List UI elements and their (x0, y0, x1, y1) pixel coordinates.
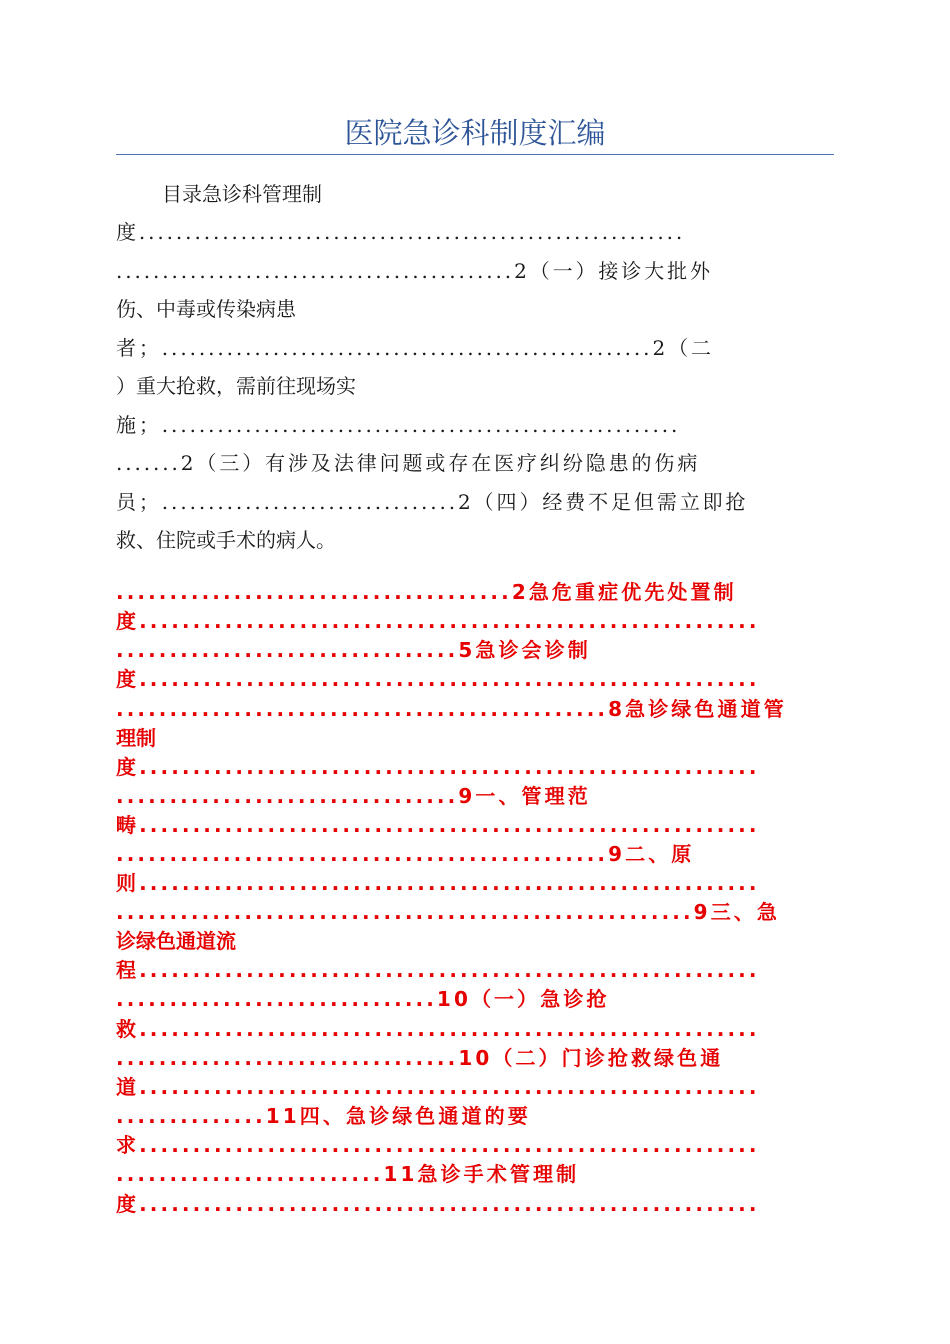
toc-entry-red[interactable]: 畴.......................................................... (116, 813, 760, 837)
toc-line: 者；.....................................................2（二 (116, 336, 714, 360)
toc-line: ...........................................2（一）接诊大批外 (116, 259, 713, 283)
toc-entry-red[interactable]: 求.......................................................... (116, 1133, 760, 1157)
toc-line: 施；........................................................ (116, 413, 681, 437)
toc-entry-red[interactable]: .....................................2急危重症优先处置制 (116, 580, 737, 604)
toc-entry-red[interactable]: 理制 (116, 726, 156, 750)
toc-entry-red[interactable]: ..............11四、急诊绿色通道的要 (116, 1104, 531, 1128)
title-underline (116, 154, 834, 155)
toc-entry-red[interactable]: ..............................10（一）急诊抢 (116, 987, 610, 1011)
toc-line: 目录急诊科管理制 (162, 182, 322, 206)
toc-entry-red[interactable]: ......................................................9三、急 (116, 900, 780, 924)
toc-entry-red[interactable]: 度.......................................................... (116, 609, 760, 633)
toc-entry-red[interactable]: ................................5急诊会诊制 (116, 638, 591, 662)
toc-line: 员；................................2（四）经费不足但需立即抢 (116, 490, 749, 514)
toc-entry-red[interactable]: 诊绿色通道流 (116, 929, 236, 953)
toc-entry-red[interactable]: ..............................................8急诊绿色通道管 (116, 697, 787, 721)
toc-line: 救、住院或手术的病人。 (116, 528, 336, 552)
toc-entry-red[interactable]: ..............................................9二、原 (116, 842, 695, 866)
toc-entry-red[interactable]: 度.......................................................... (116, 1192, 760, 1216)
toc-line: 伤、中毒或传染病患 (116, 297, 296, 321)
toc-line: ）重大抢救，需前往现场实 (116, 374, 356, 398)
toc-entry-red[interactable]: 度.......................................................... (116, 667, 760, 691)
toc-entry-red[interactable]: ................................9一、管理范 (116, 784, 591, 808)
toc-line: .......2（三）有涉及法律问题或存在医疗纠纷隐患的伤病 (116, 451, 701, 475)
toc-entry-red[interactable]: ................................10（二）门诊抢救绿色通 (116, 1046, 724, 1070)
page-title: 医院急诊科制度汇编 (344, 116, 606, 150)
toc-line: 度........................................................... (116, 220, 686, 244)
toc-entry-red[interactable]: 则.......................................................... (116, 871, 760, 895)
toc-entry-red[interactable]: 救.......................................................... (116, 1017, 760, 1041)
toc-entry-red[interactable]: 程.......................................................... (116, 958, 760, 982)
toc-entry-red[interactable]: 道.......................................................... (116, 1075, 760, 1099)
toc-entry-red[interactable]: .........................11急诊手术管理制 (116, 1162, 580, 1186)
toc-entry-red[interactable]: 度.......................................................... (116, 755, 760, 779)
